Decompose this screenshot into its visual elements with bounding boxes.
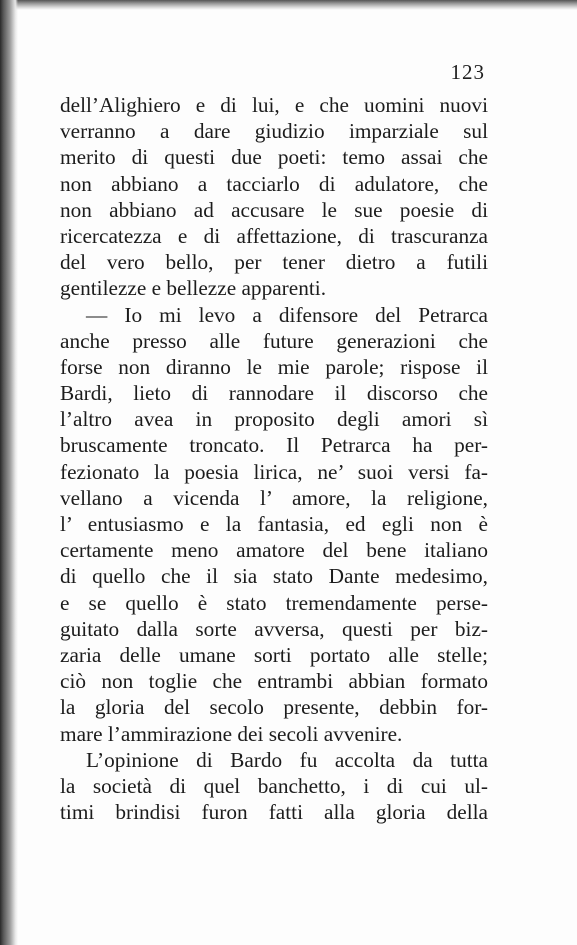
text-line: vellano a vicenda l’ amore, la religione, [60, 485, 488, 510]
page-binding-edge [0, 0, 18, 945]
text-line: di quello che il sia stato Dante medesimo, [60, 564, 488, 589]
body-text [60, 92, 488, 825]
text-line: timi brindisi furon fatti alla gloria della [60, 800, 488, 825]
text-line: mare l’ammirazione dei secoli avvenire. [60, 721, 403, 746]
text-line: bruscamente troncato. Il Petrarca ha per- [60, 433, 488, 458]
text-line: — Io mi levo a difensore del Petrarca [86, 302, 488, 327]
text-line: ciò non toglie che entrambi abbian formato [60, 669, 488, 694]
text-line: la gloria del secolo presente, debbin for- [60, 695, 488, 720]
text-line: l’altro avea in proposito degli amori sì [60, 407, 488, 432]
text-line: fezionato la poesia lirica, ne’ suoi versi fa- [60, 459, 488, 484]
text-line: gentilezze e bellezze apparenti. [60, 276, 327, 301]
text-line: Bardi, lieto di rannodare il discorso che [60, 381, 488, 406]
text-line: L’opinione di Bardo fu accolta da tutta [86, 747, 488, 772]
page-number: 123 [450, 60, 485, 84]
text-line: la società di quel banchetto, i di cui ul- [60, 773, 488, 798]
text-line: l’ entusiasmo e la fantasia, ed egli non è [60, 512, 488, 536]
text-line: merito di questi due poeti: temo assai che [60, 145, 488, 170]
text-line: forse non diranno le mie parole; rispose il [60, 354, 488, 379]
text-line: zaria delle umane sorti portato alle stelle; [60, 642, 488, 667]
text-line: dell’Alighiero e di lui, e che uomini nuovi [60, 93, 488, 117]
text-line: verranno a dare giudizio imparziale sul [60, 119, 488, 144]
text-line: anche presso alle future generazioni che [60, 328, 488, 353]
text-line: ricercatezza e di affettazione, di trascuranza [60, 223, 488, 248]
text-line: non abbiano ad accusare le sue poesie di [60, 197, 488, 222]
text-line: guitato dalla sorte avversa, questi per biz- [60, 616, 488, 641]
text-line: certamente meno amatore del bene italiano [60, 538, 488, 563]
text-line: non abbiano a tacciarlo di adulatore, che [60, 171, 488, 196]
text-line: e se quello è stato tremendamente perse- [60, 590, 488, 615]
text-line: del vero bello, per tener dietro a futili [60, 250, 488, 275]
page-top-shadow [0, 0, 577, 10]
